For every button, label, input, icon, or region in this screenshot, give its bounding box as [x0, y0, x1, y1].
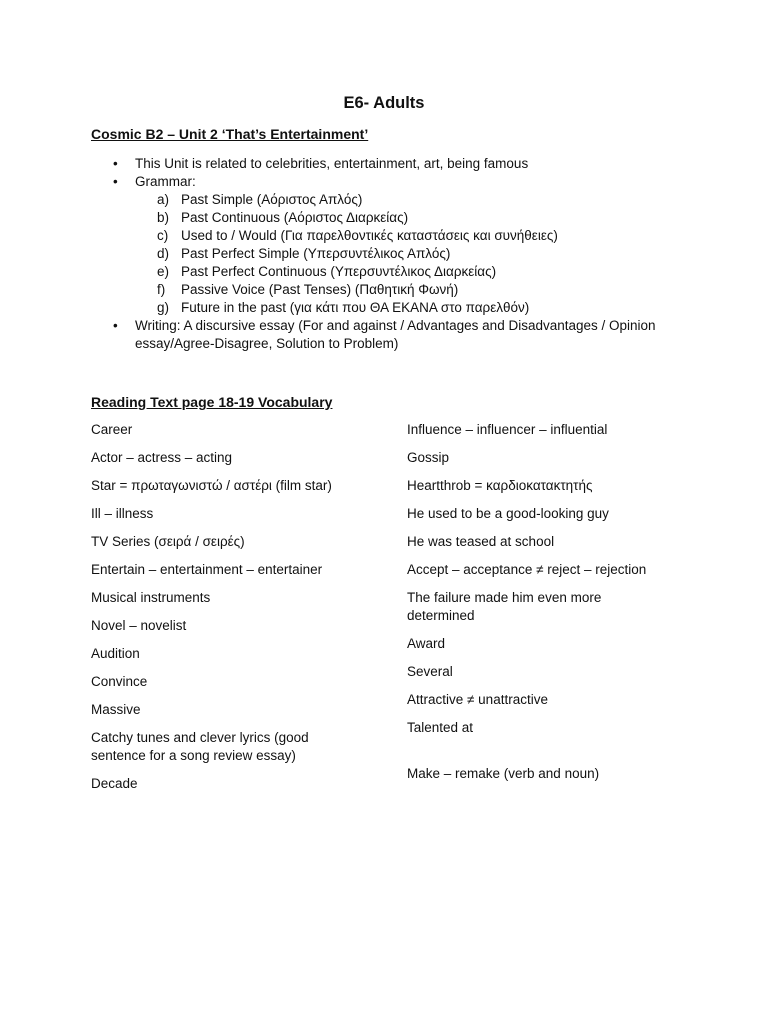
document-title: E6- Adults	[343, 94, 425, 112]
vocabulary-entry: Attractive ≠ unattractive	[407, 692, 548, 707]
vocabulary-entry: Musical instruments	[91, 590, 211, 605]
unit-overview-list	[91, 155, 691, 353]
grammar-topic-text: Past Perfect Simple (Υπερσυντέλικος Απλός)	[181, 246, 451, 261]
grammar-topic-text: Future in the past (για κάτι που ΘΑ ΕΚΑΝΑ στο παρελθόν)	[181, 300, 530, 315]
grammar-topic-text: Past Continuous (Αόριστος Διαρκείας)	[181, 210, 409, 225]
grammar-topic	[135, 263, 691, 281]
grammar-topic-marker: a)	[157, 192, 170, 207]
vocabulary-entry: Actor – actress – acting	[91, 450, 233, 465]
grammar-topic-list	[135, 191, 691, 317]
vocabulary-entry: Gossip	[407, 450, 450, 465]
grammar-topic	[135, 209, 691, 227]
grammar-topic	[135, 191, 691, 209]
grammar-label: Grammar:	[135, 174, 196, 189]
vocabulary-entry: He was teased at school	[407, 534, 555, 549]
grammar-topic-marker: b)	[157, 210, 170, 225]
vocabulary-entry: Audition	[91, 646, 140, 661]
unit-subtitle: Cosmic B2 – Unit 2 ‘That’s Entertainment’	[91, 126, 369, 142]
vocabulary-entry: Entertain – entertainment – entertainer	[91, 562, 323, 577]
grammar-topic	[135, 227, 691, 245]
grammar-topic-marker: f)	[157, 282, 166, 297]
vocabulary-entry: Several	[407, 664, 453, 679]
vocabulary-left-column	[91, 421, 361, 803]
unit-description-text: This Unit is related to celebrities, entertainment, art, being famous	[135, 156, 529, 171]
grammar-topic-text: Passive Voice (Past Tenses) (Παθητική Φωνή)	[181, 282, 459, 297]
grammar-topic-marker: g)	[157, 300, 170, 315]
grammar-topic-marker: d)	[157, 246, 170, 261]
vocabulary-entry: Heartthrob = καρδιοκατακτητής	[407, 478, 593, 493]
vocabulary-entry: Decade	[91, 776, 138, 791]
grammar-topic	[135, 281, 691, 299]
grammar-topic	[135, 245, 691, 263]
grammar-topic	[135, 299, 691, 317]
vocabulary-entry: TV Series (σειρά / σειρές)	[91, 534, 245, 549]
vocabulary-entry: Star = πρωταγωνιστώ / αστέρι (film star)	[91, 478, 332, 493]
vocabulary-entry: Ill – illness	[91, 506, 154, 521]
vocabulary-entry: Massive	[91, 702, 141, 717]
vocabulary-entry: Novel – novelist	[91, 618, 187, 633]
grammar-topic-marker: c)	[157, 228, 169, 243]
vocabulary-entry: The failure made him even more determined	[407, 590, 602, 623]
vocabulary-entry: Talented at	[407, 720, 474, 735]
vocabulary-section-title: Reading Text page 18-19 Vocabulary	[91, 394, 333, 410]
vocabulary-entry: He used to be a good-looking guy	[407, 506, 609, 521]
unit-description-item	[91, 155, 691, 173]
grammar-topic-text: Past Perfect Continuous (Υπερσυντέλικος Διαρκείας)	[181, 264, 497, 279]
grammar-topic-marker: e)	[157, 264, 170, 279]
grammar-topic-text: Used to / Would (Για παρελθοντικές καταστάσεις και συνήθειες)	[181, 228, 558, 243]
vocabulary-right-column	[407, 421, 667, 793]
vocabulary-entry: Career	[91, 422, 133, 437]
writing-item	[91, 317, 691, 353]
vocabulary-entry: Award	[407, 636, 446, 651]
vocabulary-entry: Influence – influencer – influential	[407, 422, 608, 437]
grammar-item	[91, 173, 691, 317]
vocabulary-entry: Accept – acceptance ≠ reject – rejection	[407, 562, 647, 577]
writing-text: Writing: A discursive essay (For and against / Advantages and Disadvantages / Opinion essay/Agree-Disagree, Solution to Problem)	[135, 318, 656, 351]
vocabulary-entry: Convince	[91, 674, 148, 689]
vocabulary-entry: Catchy tunes and clever lyrics (good sentence for a song review essay)	[91, 730, 309, 763]
vocabulary-entry: Make – remake (verb and noun)	[407, 766, 600, 781]
grammar-topic-text: Past Simple (Αόριστος Απλός)	[181, 192, 363, 207]
